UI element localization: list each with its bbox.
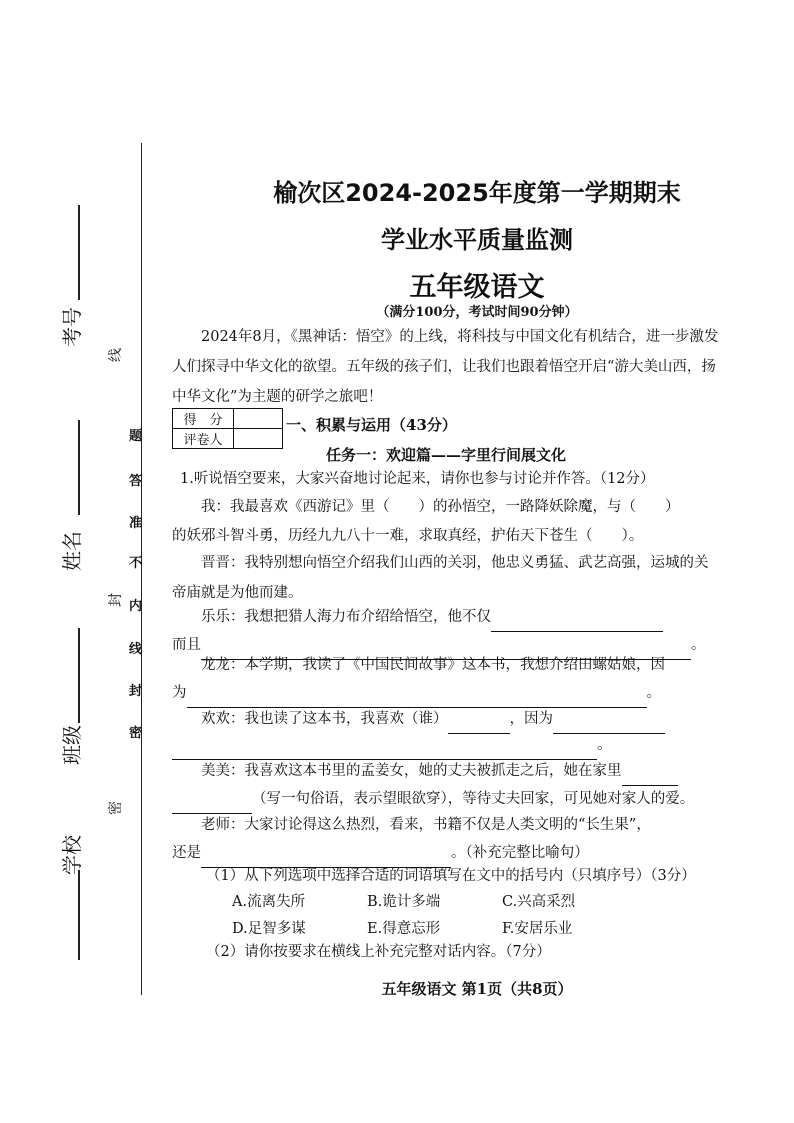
exam-title-line3: 五年级语文 (409, 272, 545, 303)
grader-label: 评卷人 (173, 429, 234, 449)
task-title: 任务一：欢迎篇——字里行间展文化 (325, 446, 566, 464)
mi-mark: 密 (108, 801, 124, 815)
score-box[interactable] (234, 409, 283, 429)
banji-rule (78, 628, 80, 723)
xuexiao-rule (78, 870, 80, 960)
warning-char-4: 不 (129, 556, 143, 571)
warning-char-8: 密 (129, 726, 143, 741)
score-table (172, 408, 283, 449)
option-f: F.安居乐业 (502, 921, 573, 937)
exam-title-line2: 学业水平质量监测 (381, 226, 573, 254)
q1-meimei-b: （写一句俗语，表示望眼欲穿），等待丈夫回家，可见她对家人的爱。 (252, 791, 695, 807)
option-a: A.流离失所 (232, 894, 306, 910)
q1-wo-b: 的妖邪斗智斗勇，历经九九八十一难，求取真经，护佑天下苍生（ ）。 (172, 528, 644, 544)
warning-char-3: 准 (129, 516, 143, 531)
q1-jinjin: 晋晋：我特别想向悟空介绍我们山西的关羽，他忠义勇猛、武艺高强，运城的关帝庙就是为他而建。 (172, 555, 709, 601)
q1-longlong-a: 龙龙：本学期，我读了《中国民间故事》这本书，我想介绍田螺姑娘，因 (201, 657, 665, 673)
intro-paragraph: 2024年8月，《黑神话：悟空》的上线，将科技与中国文化有机结合，进一步激发人们探寻中华文化的欲望。五年级的孩子们，让我们也跟着悟空开启“游大美山西，扬中华文化”为主题的研学之旅吧！ (172, 329, 719, 405)
q1-longlong-b: 为 (172, 685, 187, 701)
kaohao-rule (78, 205, 80, 300)
q1-huanhuan-b-row: 。 (172, 730, 720, 760)
banji-label: 班级 (60, 725, 84, 765)
option-d: D.足智多谋 (232, 921, 306, 937)
warning-char-1: 题 (129, 429, 143, 444)
q1-huanhuan-mid: ，因为 (509, 711, 553, 727)
warning-char-5: 内 (129, 599, 143, 614)
score-label: 得 分 (173, 409, 234, 429)
option-c: C.兴高采烈 (502, 894, 576, 910)
q1-meimei-a-row (172, 756, 720, 786)
xuexiao-label: 学校 (60, 835, 84, 875)
exam-subtitle: （满分100分，考试时间90分钟） (376, 305, 578, 320)
q1-options-row1 (232, 890, 637, 911)
xingming-label: 姓名 (60, 531, 84, 571)
section-title: 一、积累与运用（43分） (286, 416, 457, 434)
q1-options-row2 (232, 917, 637, 938)
xingming-rule (78, 420, 80, 515)
q1-wo-a: 我：我最喜欢《西游记》里（ ）的孙悟空，一路降妖除魔，与（ ） (201, 499, 680, 515)
q1-lele-a: 乐乐：我想把猎人海力布介绍给悟空，他不仅 (201, 609, 491, 625)
q1-huanhuan-a: 欢欢：我也读了这本书，我喜欢（谁） (201, 711, 448, 727)
warning-char-6: 线 (129, 642, 143, 657)
option-e: E.得意忘形 (367, 921, 441, 937)
warning-char-7: 封 (129, 684, 143, 699)
q1-longlong-b-row: 为 。 (172, 678, 720, 708)
q1-lele-a-row (172, 602, 720, 632)
kaohao-label: 考号 (60, 307, 84, 347)
option-b: B.诡计多端 (367, 894, 441, 910)
q1-teacher-a: 老师：大家讨论得这么热烈，看来，书籍不仅是人类文明的“长生果”， (201, 817, 651, 833)
feng-mark: 封 (108, 593, 124, 607)
xian-mark: 线 (108, 348, 124, 362)
q1-meimei-a: 美美：我喜欢这本书里的孟姜女，她的丈夫被抓走之后，她在家里 (201, 763, 622, 779)
q1-sub2: （2）请你按要求在横线上补充完整对话内容。（7分） (206, 944, 551, 960)
q1-lele-b-row: 而且 。 (172, 630, 720, 660)
q1-sub1: （1）从下列选项中选择合适的词语填写在文中的括号内（只填序号）（3分） (206, 868, 696, 884)
q1-lele-b: 而且 (172, 637, 201, 653)
q1-teacher-b-pre: 还是 (172, 845, 201, 861)
warning-char-2: 答 (129, 474, 143, 489)
page-footer: 五年级语文 第1页（共8页） (381, 980, 573, 998)
exam-title-line1: 榆次区2024-2025年度第一学期期末 (273, 179, 681, 207)
q1-teacher-b-post: 。（补充完整比喻句） (451, 845, 589, 861)
q1-stem: 1.听说悟空要来，大家兴奋地讨论起来，请你也参与讨论并作答。（12分） (180, 471, 655, 487)
